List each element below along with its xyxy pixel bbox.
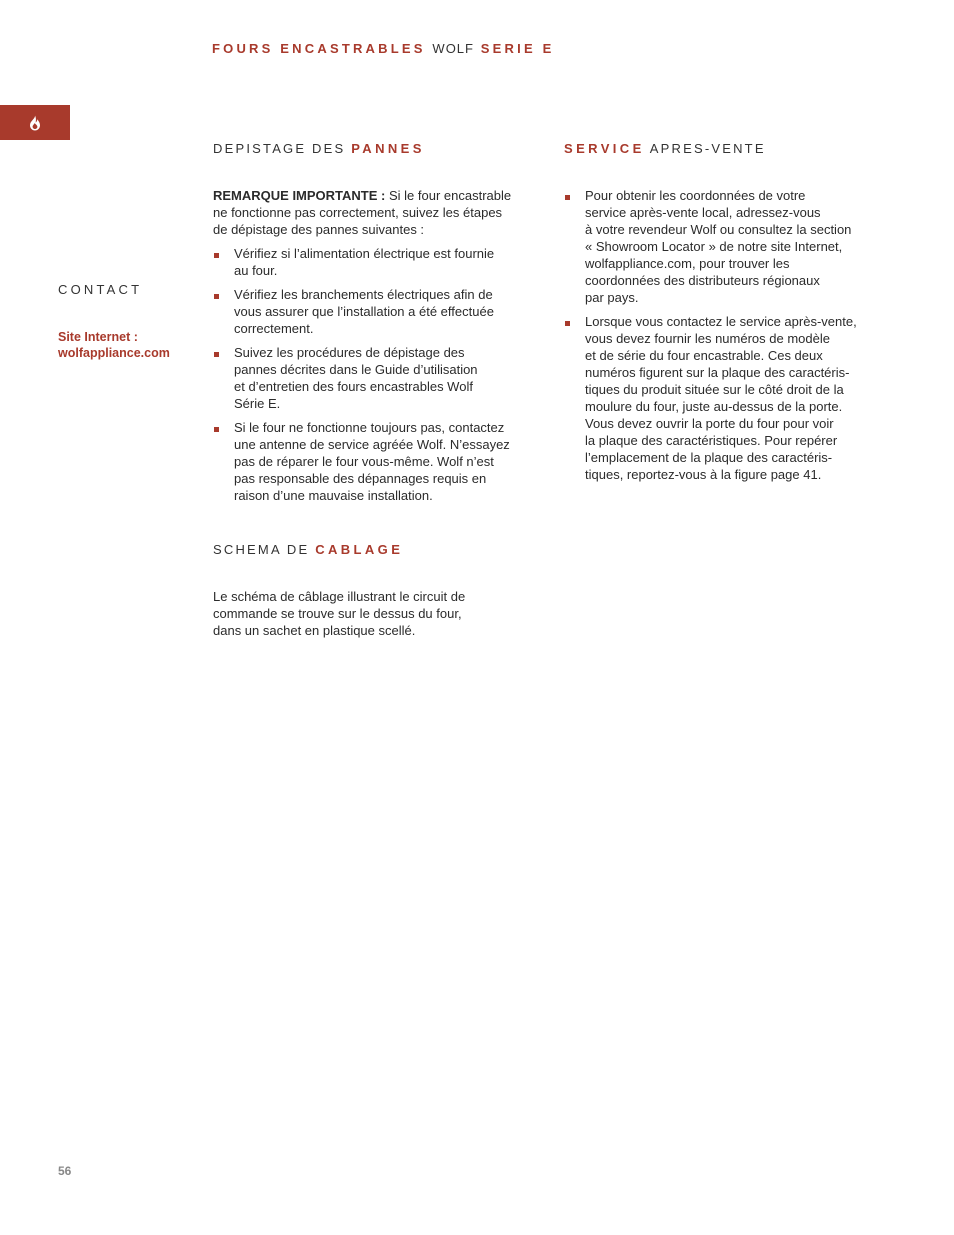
running-header — [212, 41, 555, 56]
bullet-square-icon — [214, 427, 219, 432]
line: vous assurer que l’installation a été effectuée — [234, 304, 494, 319]
line: numéros figurent sur la plaque des caractéris- — [585, 365, 850, 380]
line: et de série du four encastrable. Ces deux — [585, 348, 823, 363]
line: et d’entretien des fours encastrables Wolf — [234, 379, 473, 394]
line: tiques du produit située sur le côté droit de la — [585, 382, 844, 397]
line: pas responsable des dépannages requis en — [234, 471, 487, 486]
section-tab — [0, 105, 70, 140]
line: pannes décrites dans le Guide d’utilisation — [234, 362, 478, 377]
troubleshooting-body — [213, 187, 543, 504]
important-note-label: REMARQUE IMPORTANTE : — [213, 188, 386, 203]
line: « Showroom Locator » de notre site Internet, — [585, 239, 843, 254]
contact-heading: CONTACT — [58, 282, 143, 297]
line: moulure du four, juste au-dessus de la porte. — [585, 399, 843, 414]
line: la plaque des caractéristiques. Pour repérer — [585, 433, 838, 448]
line: correctement. — [234, 321, 314, 336]
line: Vous devez ouvrir la porte du four pour voir — [585, 416, 834, 431]
site-label: Site Internet : — [58, 330, 138, 344]
line: pas de réparer le four vous-même. Wolf n’est — [234, 454, 494, 469]
line: vous devez fournir les numéros de modèle — [585, 331, 830, 346]
line: à votre revendeur Wolf ou consultez la section — [585, 222, 852, 237]
line: commande se trouve sur le dessus du four, — [213, 606, 462, 621]
wiring-heading — [213, 542, 403, 557]
contact-info — [58, 329, 170, 361]
line: service après-vente local, adressez-vous — [585, 205, 821, 220]
bullet-square-icon — [214, 253, 219, 258]
line: Si le four ne fonctionne toujours pas, contactez — [234, 420, 505, 435]
line: l’emplacement de la plaque des caractéris- — [585, 450, 833, 465]
troubleshooting-heading-plain: DEPISTAGE DES — [213, 141, 346, 156]
line: Suivez les procédures de dépistage des — [234, 345, 465, 360]
service-heading-bold: SERVICE — [564, 141, 645, 156]
bullet-square-icon — [214, 294, 219, 299]
header-title-1: FOURS ENCASTRABLES — [212, 41, 426, 56]
note-line: ne fonctionne pas correctement, suivez les étapes — [213, 205, 503, 220]
troubleshooting-list — [213, 245, 543, 504]
line: raison d’une mauvaise installation. — [234, 488, 433, 503]
line: Lorsque vous contactez le service après-vente, — [585, 314, 857, 329]
service-heading — [564, 141, 766, 156]
site-url-link[interactable]: wolfappliance.com — [58, 346, 170, 360]
list-item — [213, 245, 543, 279]
page-number: 56 — [58, 1164, 72, 1178]
line: wolfappliance.com, pour trouver les — [585, 256, 790, 271]
list-item — [213, 344, 543, 412]
troubleshooting-heading — [213, 141, 425, 156]
service-body — [564, 180, 894, 483]
header-title-2: SERIE E — [480, 41, 555, 56]
header-brand: WOLF — [432, 41, 474, 56]
line: par pays. — [585, 290, 639, 305]
service-list — [564, 187, 894, 483]
important-note — [213, 187, 543, 238]
bullet-square-icon — [214, 352, 219, 357]
bullet-square-icon — [565, 321, 570, 326]
line: tiques, reportez-vous à la figure page 41. — [585, 467, 822, 482]
service-heading-plain: APRES-VENTE — [649, 141, 766, 156]
line: Série E. — [234, 396, 281, 411]
list-item — [213, 286, 543, 337]
bullet-square-icon — [565, 195, 570, 200]
troubleshooting-heading-bold: PANNES — [351, 141, 425, 156]
wiring-heading-plain: SCHEMA DE — [213, 542, 310, 557]
list-item — [564, 187, 894, 306]
list-item — [564, 313, 894, 483]
line: dans un sachet en plastique scellé. — [213, 623, 416, 638]
line: Pour obtenir les coordonnées de votre — [585, 188, 806, 203]
line: Vérifiez si l’alimentation électrique est fournie — [234, 246, 495, 261]
wiring-text — [213, 588, 543, 639]
line: une antenne de service agréée Wolf. N’essayez — [234, 437, 510, 452]
flame-icon — [28, 115, 42, 131]
line: au four. — [234, 263, 278, 278]
line: coordonnées des distributeurs régionaux — [585, 273, 820, 288]
line: Vérifiez les branchements électriques afin de — [234, 287, 493, 302]
wiring-body — [213, 588, 543, 639]
list-item — [213, 419, 543, 504]
note-line: de dépistage des pannes suivantes : — [213, 222, 425, 237]
note-line: Si le four encastrable — [385, 188, 512, 203]
line: Le schéma de câblage illustrant le circuit de — [213, 589, 466, 604]
wiring-heading-bold: CABLAGE — [315, 542, 404, 557]
